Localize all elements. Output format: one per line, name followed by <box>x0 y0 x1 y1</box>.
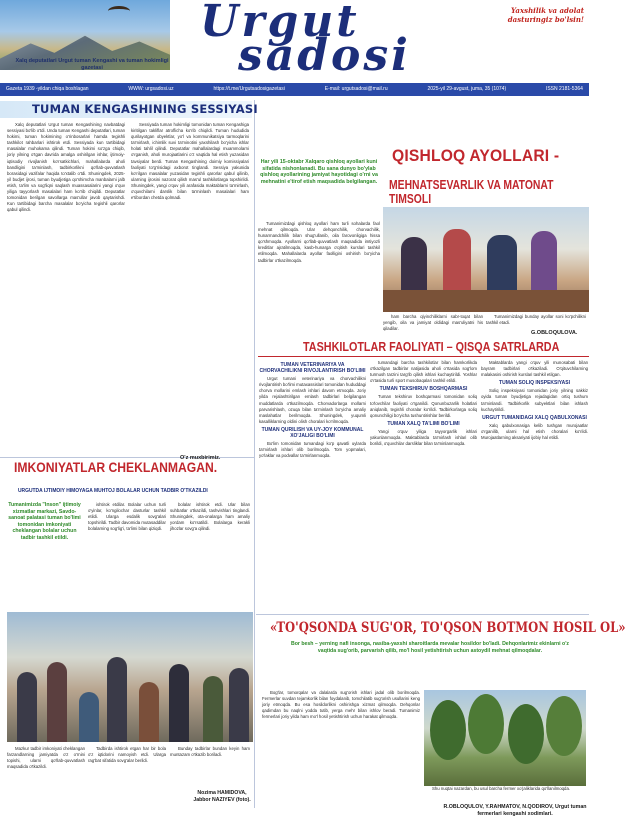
article-text: Tuman tekshiruv boshqarmasi tomonidan soliq to'lovchilar faoliyati o'rganildi. Qonunbuzarlik holatlari aniqlanib, tegishli choralar ko'rildi. Tadbirkorlarga soliq qonunchiligi bo'yicha tushuntirishlar berildi. <box>370 394 477 418</box>
person-figure <box>17 672 37 742</box>
article-text: Tumanimizdagi bunday ayollar soni ko'pchilikni tashkil etadi. <box>486 314 586 326</box>
article-column <box>7 122 125 452</box>
section-divider <box>256 614 589 615</box>
column-divider <box>254 100 255 808</box>
article-column <box>88 502 166 612</box>
article-column <box>259 360 366 590</box>
headline-underline <box>258 356 589 357</box>
person-figure <box>203 676 223 742</box>
tree-shape <box>430 700 466 760</box>
headline-rural-women: QISHLOQ AYOLLARI - <box>392 146 560 165</box>
section-subheading: TUMAN XALQ TA'LIMI BO'LIMI <box>387 420 460 427</box>
person-figure <box>169 664 189 742</box>
person-figure <box>229 668 249 742</box>
headline-rural-women-sub: MEHNATSEVARLIK VA MATONAT TIMSOLI <box>389 178 554 206</box>
article-author: Nozima HAMIDOVA, Jabbor NAZIYEV (foto). <box>193 790 251 803</box>
article-column <box>7 746 85 816</box>
table-shape <box>383 290 589 312</box>
lead-paragraph: Bor besh – yerning nafi insonga, nasiba-yaxshi sharoitlarda mevalar hosildor bo'ladi. Dehqonlarimiz ekinlarni o'z vaqtida sug'orib, parvarish qilib, mo'l hosil yetishtirish uchun astoydil mehnat qilmoqdalar. <box>290 641 570 654</box>
article-text: Sessiyada tuman hokimligi tomonidan tuman Kengashiga kiritilgan takliflar atroflicha ko'rib chiqildi. Tuman hududida qurilayotgan obyektlar, yo'l va kommunikatsiya tarmoqlarini ta'mirlash, ichimlik suvi ta'minotini yaxshilash bo'yicha ishlar holati tahlil qilindi. Deputatlar mahallalardagi muammolarni o'rganish, aholi murojaatlarini o'z vaqtida hal etish yuzasidan tavsiyalar berdi. Tuman Kengashining doimiy komissiyalari faoliyati to'g'risidagi axborot tinglandi. Sessiya yakunida ko'rilgan masalalar yuzasidan tegishli qarorlar qabul qilinib, ularning ijrosini nazorat qilish mas'ul tashkilotlarga topshirildi. Shuningdek, yangi o'quv yili arafasida maktablarni ta'mirlash, o'quvchilarni darslik bilan ta'minlash masalalari ham e'tibordan chetda qolmadi. <box>131 122 249 201</box>
article-column <box>170 502 250 612</box>
article-text: ham barcha qiyinchiliklarni sabr-toqat bilan yengib, oila va jamiyat oldidagi mas'uliyatni his qiladilar. <box>383 314 483 332</box>
article-text: Soliq inspeksiyasi tomonidan joriy yilning sakkiz oyida tuman byudjetiga rejadagidan ortiq tushum ta'minlandi. Tadbirkorlik subyektlari bilan ishlash kuchaytirildi. <box>481 388 588 412</box>
headline-organizations: TASHKILOTLAR FAOLIYATI – QISQA SATRLARDA <box>303 339 560 354</box>
event-photo <box>7 612 253 742</box>
women-group-photo <box>383 207 589 312</box>
title-line-2: sadosi <box>238 30 411 81</box>
article-column <box>131 122 249 452</box>
section-subheading: TUMAN VETERINARIYA VA CHORVACHILIKNI RIVOJLANTIRISH BO'LIMI <box>259 362 366 375</box>
article-text: Maktablarda yangi o'quv yili munosabati bilan bayram tadbirlari o'tkaziladi. O'qituvchilarning malakasini oshirish kurslari tashkil etilgan. <box>481 360 588 378</box>
article-column <box>88 746 166 816</box>
lead-paragraph: Har yili 15-oktabr Xalqaro qishloq ayollari kuni sifatida nishonlanadi. Bu sana dunyo bo'ylab qishloq ayollarining jamiyat hayotidagi o'rni va mehnatini e'tirof etish maqsadida belgilangan. <box>260 159 378 185</box>
article-column <box>370 360 477 590</box>
info-issn: ISSN 2181-5364 <box>545 86 583 92</box>
article-text: bolalar ishtirok etdi. Ular bilan suhbatlar o'tkazildi, tashvishlari tinglandi. Shuningdek, ota-onalarga ham amaliy yordam ko'rsatildi. Bolalarga kerakli jihozlar sovg'a qilindi. <box>170 502 250 532</box>
article-column <box>424 786 586 804</box>
article-text: tumandagi barcha tashkilotlar bilan hamkorlikda o'tkazilgan tadbirlar natijasida aholi o'rtasida sog'lom turmush tarzini targ'ib qilish ishlari kuchaytirildi. Yoshlar o'rtasida turli sport musobaqalari tashkil etildi. <box>370 360 477 384</box>
article-text: Bo'lim tomonidan tumandagi ko'p qavatli uylarda ta'mirlash ishlari olib borilmoqda. Tom yopmalari, yo'laklar va podvallar ta'mirlanmoqda. <box>259 441 366 459</box>
eagle-icon <box>108 6 130 16</box>
article-text: Xalq deputatlari Urgut tuman Kengashining navbatdagi sessiyasi bo'lib o'tdi. Unda tuman Kengashi deputatlari, tuman hokimi, tuman hokimining o'rinbosarlari hamda tegishli tashkilot rahbarlari ishtirok etdi. Sessiyada kun tartibidagi masalalar muhokama qilindi. Tuman hokimi so'zga chiqib, joriy yilning o'tgan davrida amalga oshirilgan ishlar, ijtimoiy-iqtisodiy rivojlanish ko'rsatkichlari, mahallalarda aholi bandligini ta'minlash, tadbirkorlikni qo'llab-quvvatlash borasidagi vazifalar haqida to'xtalib o'tdi. Shuningdek, 2025-yil budjet ijrosi, tuman byudjetiga qo'shimcha manbalarni jalb etish, ta'lim va sog'liqni saqlash muassasalarini yangi o'quv yiliga tayyorlash masalalari ham ko'rib chiqildi. Deputatlar tomonidan berilgan savollarga mas'ullar javob qaytarishdi. Kun tartibidagi barcha masalalar bo'yicha tegishli qarorlar qabul qilindi. <box>7 122 125 213</box>
article-author: O'z muxbirimiz. <box>180 455 221 461</box>
article-text: Xalq qabulxonasiga kelib tushgan murojaatlar o'rganilib, ularni hal etish choralari ko'rildi. Murojaatlarning aksariyati ijobiy hal etildi. <box>481 422 588 441</box>
person-figure <box>79 692 99 742</box>
article-text: Yangi o'quv yiliga tayyorgarlik ishlari yakunlanmoqda. Maktablarda ta'mirlash ishlari olib borildi, o'quvchilar darsliklar bilan ta'minlanmoqda. <box>370 428 477 447</box>
article-column <box>481 360 588 590</box>
article-text: Urgut tumani veterinariya va chorvachilikni rivojlantirish bo'limi mutaxassislari tomonidan hududdagi chorva mollarini emlash ishlari davom etmoqda. Joriy yilda rejalashtirilgan emlash tadbirlari belgilangan muddatlarda o'tkazilmoqda. Chorvadorlarga mollarni parvarishlash, ozuqa bilan ta'minlash bo'yicha amaliy maslahatlar berilmoqda. Shuningdek, yuqumli kasalliklarning oldini olish choralari ko'rilmoqda. <box>259 376 366 424</box>
article-text: Bunday tadbirlar bundan keyin ham muntazam o'tkazib boriladi. <box>170 746 250 758</box>
tree-shape <box>508 704 544 764</box>
person-figure <box>107 657 127 742</box>
article-column <box>262 690 420 802</box>
issue-info-bar <box>0 83 589 96</box>
tree-shape <box>468 694 504 754</box>
article-text: Tumanimizdagi qishloq ayollari ham turli sohalarda faol mehnat qilmoqda. Ular dehqonchilik, chorvachilik, hunarmandchilik bilan shug'ullanib, oila farovonligiga hissa qo'shmoqda. Ayollarni qo'llab-quvvatlash maqsadida imtiyozli kreditlar ajratilmoqda, kasb-hunarga o'qitish kurslari tashkil etilmoqda. Mahallalarda ayollar faolligini oshirish bo'yicha tadbirlar o'tkazilmoqda. <box>258 221 380 263</box>
person-figure <box>47 662 67 742</box>
section-subheading: TUMAN SOLIQ INSPEKSIYASI <box>499 380 570 387</box>
tree-shape <box>546 696 582 756</box>
article-author: G.OBLOQULOVA. <box>531 330 578 336</box>
headline-opportunities-sub: URGUTDA IJTIMOIY HIMOYAGA MUHTOJ BOLALAR UCHUN TADBIR O'TKAZILDI <box>18 488 208 494</box>
article-text: Tadbirda ishtirok etgan har bir bola o'z iqtidorini namoyish etdi. Ularga rag'bat sifatida sovg'alar berildi. <box>88 746 166 764</box>
article-text: Mazkur tadbir imkoniyati cheklangan farzandlarning jamiyatda o'z o'rnini topishi, ularni qo'llab-quvvatlash maqsadida o'tkazildi. <box>7 746 85 770</box>
section-subheading: URGUT TUMANIDAGI XALQ QABULXONASI <box>482 414 587 421</box>
article-text: Shu nuqtai nazardan, bu usul barcha fermer xo'jaliklarida qo'llanilmoqda. <box>432 786 571 791</box>
headline-irrigation: «TO'QSONDA SUG'OR, TO'QSON BOTMON HOSIL OL» <box>270 620 626 636</box>
info-email[interactable]: E-mail: urgutsadosi@mail.ru <box>324 86 388 92</box>
person-figure <box>139 682 159 742</box>
masthead-motto: Yaxshilik va adolat dasturingiz bo'lsin! <box>507 6 584 24</box>
info-date-issue: 2025-yil 29-avgust, juma, 35 (1074) <box>427 86 507 92</box>
section-subheading: TUMAN TEKSHIRUV BOSHQARMASI <box>379 386 468 393</box>
masthead <box>0 0 589 82</box>
info-telegram[interactable]: https://t.me/Urgutsadosigazetasi <box>213 86 285 92</box>
masthead-subtitle: Xalq deputatlari Urgut tuman Kengashi va tuman hokimligi gazetasi <box>15 58 169 71</box>
article-column <box>258 221 380 312</box>
article-column <box>170 746 250 816</box>
article-text: ishtirok etdilar. Bolalar uchun turli o'yinlar, ko'ngilochar dasturlar tashkil etildi. Ularga esdalik sovg'alari topshirildi. Tadbir davomida mutasaddilar bolalarning sog'lig'i, ta'limi bilan qiziqdi. <box>88 502 166 532</box>
article-column <box>383 314 483 338</box>
info-founded: Gazeta 1939 -yildan chiqa boshlagan <box>6 86 89 92</box>
info-website[interactable]: WWW: urgsadosi.uz <box>128 86 174 92</box>
section-subheading: TUMAN QURILISH VA UY-JOY KOMMUNAL XO'JALIGI BO'LIMI <box>261 426 364 440</box>
article-author: R.OBLOQULOV, Y.RAHMATOV, N.QODIROV, Urgut tuman fermerlari kengashi xodimlari. <box>443 804 587 817</box>
title-line-1: Urgut <box>200 0 360 47</box>
newspaper-title <box>200 0 460 81</box>
lead-paragraph: Tumanimizda "Inson" ijtimoiy xizmatlar markazi, Savdo-sanoat palatasi tuman bo'limi tomonidan imkoniyati cheklangan bolalar uchun tadbir tashkil etildi. <box>8 502 81 541</box>
headline-session: TUMAN KENGASHINING SESSIYASI <box>32 102 258 116</box>
headline-opportunities: IMKONIYATLAR CHEKLANMAGAN. <box>14 460 218 475</box>
article-text: Bog'lar, tomorqalar va dalalarda sug'orish ishlari jadal olib borilmoqda. Fermerlar suvdan tejamkorlik bilan foydalanib, tomchilatib sug'orish usullarini keng joriy etmoqda. Bu esa hosildorlikni oshirishga xizmat qilmoqda. Dehqonlar qadimdan bu naqlni yodda tutib, yerga mehr bilan ishlov beradi. Tumanimiz fermerlari joriy yilda ham mo'l hosil yetishtirish uchun harakat qilmoqda. <box>262 690 420 720</box>
orchard-photo <box>424 690 586 786</box>
